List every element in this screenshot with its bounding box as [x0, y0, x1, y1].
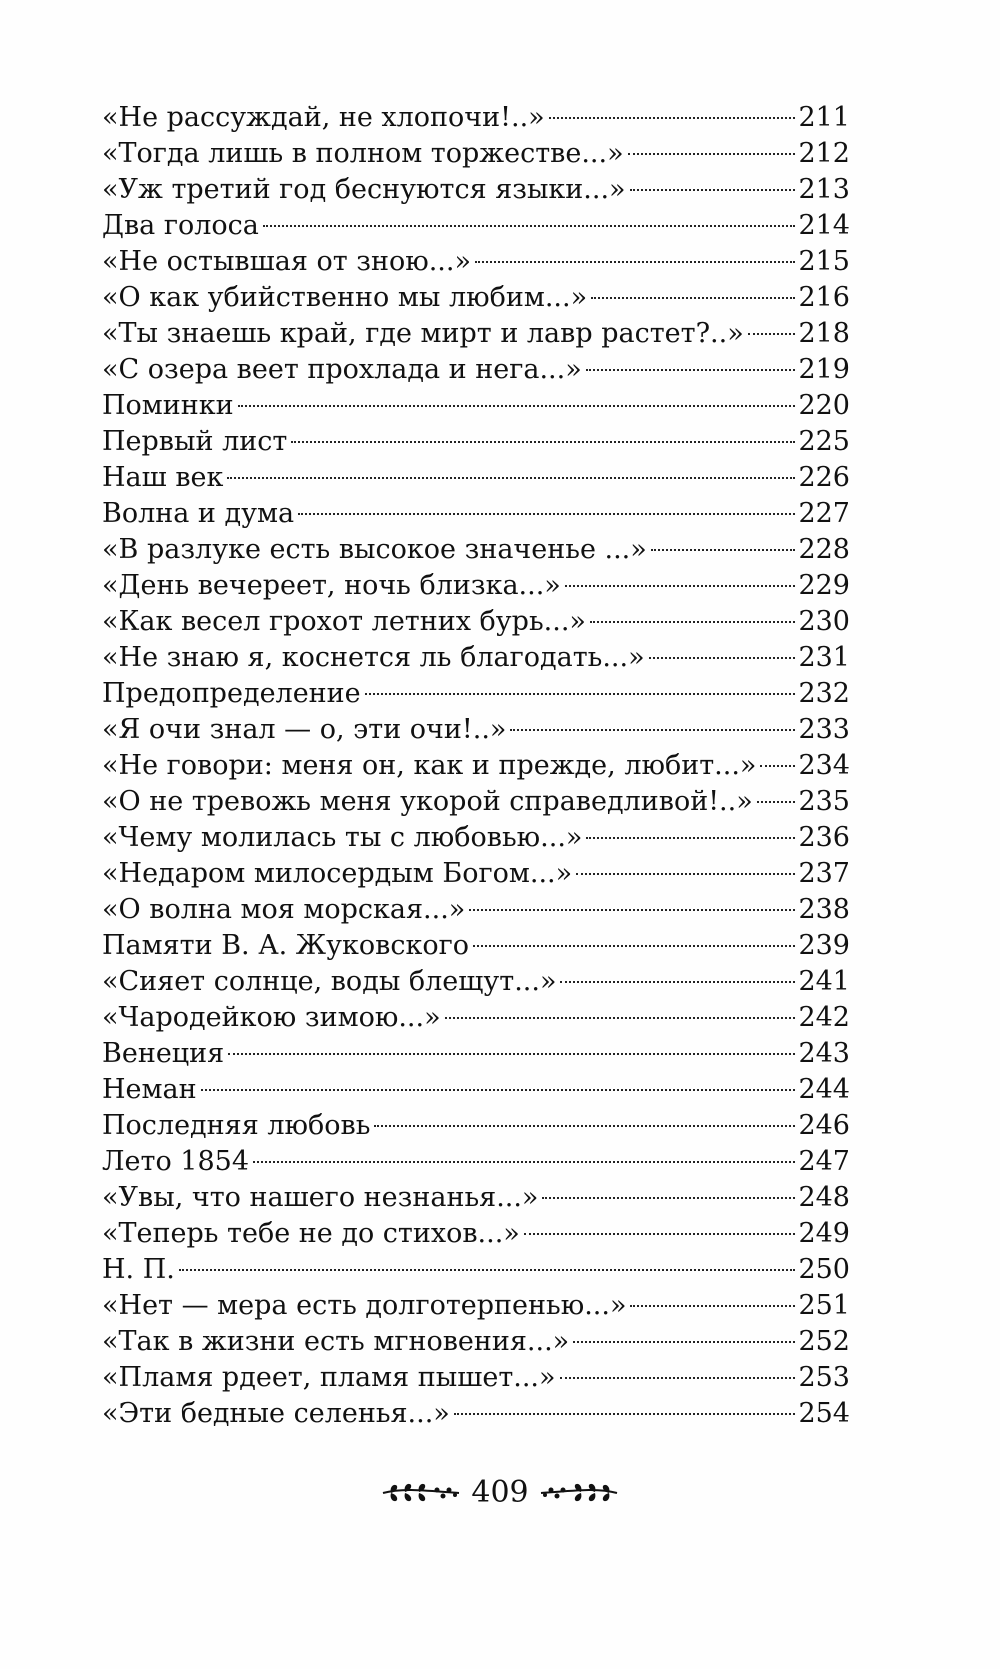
- toc-entry-page: 239: [798, 930, 850, 961]
- toc-entry-page: 252: [798, 1326, 850, 1357]
- toc-entry-page: 247: [798, 1146, 850, 1177]
- toc-entry-title: Первый лист: [102, 426, 288, 457]
- toc-entry-title: «Я очи знал — о, эти очи!..»: [102, 714, 507, 745]
- toc-entry-title: Волна и дума: [102, 498, 295, 529]
- toc-entry-page: 220: [798, 390, 850, 421]
- toc-entry-title: «Так в жизни есть мгновения...»: [102, 1326, 570, 1357]
- toc-entry: [102, 424, 850, 460]
- toc-entry-title: «Теперь тебе не до стихов...»: [102, 1218, 520, 1249]
- toc-entry-page: 236: [798, 822, 850, 853]
- toc-entry: [102, 388, 850, 424]
- dot-leader: [475, 261, 795, 263]
- toc-entry: [102, 460, 850, 496]
- dot-leader: [238, 405, 796, 407]
- toc-entry-title: «О не тревожь меня укорой справедливой!..»: [102, 786, 753, 817]
- toc-entry-page: 251: [798, 1290, 850, 1321]
- toc-entry-page: 246: [798, 1110, 850, 1141]
- toc-entry-title: «Не остывшая от зною...»: [102, 246, 471, 277]
- toc-entry-title: «Недаром милосердым Богом...»: [102, 858, 573, 889]
- leaf-ornament-right-icon: [539, 1478, 619, 1508]
- dot-leader: [365, 693, 796, 695]
- toc-entry-title: «Чему молилась ты с любовью...»: [102, 822, 583, 853]
- toc-entry-title: Последняя любовь: [102, 1110, 371, 1141]
- toc-entry-title: «Чародейкою зимою...»: [102, 1002, 441, 1033]
- dot-leader: [649, 657, 796, 659]
- toc-entry: [102, 820, 850, 856]
- dot-leader: [586, 369, 796, 371]
- toc-entry-title: «Тогда лишь в полном торжестве...»: [102, 138, 624, 169]
- toc-entry-page: 232: [798, 678, 850, 709]
- toc-entry-page: 253: [798, 1362, 850, 1393]
- toc-entry: [102, 1180, 850, 1216]
- toc-entry-page: 233: [798, 714, 850, 745]
- dot-leader: [748, 333, 796, 335]
- toc-entry-page: 231: [798, 642, 850, 673]
- toc-entry-title: Предопределение: [102, 678, 361, 709]
- dot-leader: [542, 1197, 795, 1199]
- toc-entry-title: Неман: [102, 1074, 197, 1105]
- toc-entry-title: Памяти В. А. Жуковского: [102, 930, 470, 961]
- toc-entry-title: Поминки: [102, 390, 234, 421]
- toc-entry-title: «О волна моя морская...»: [102, 894, 466, 925]
- dot-leader: [469, 909, 795, 911]
- dot-leader: [630, 1305, 795, 1307]
- toc-entry: [102, 1252, 850, 1288]
- dot-leader: [298, 513, 795, 515]
- toc-entry: [102, 280, 850, 316]
- toc-entry-page: 225: [798, 426, 850, 457]
- toc-entry-title: «Не говори: меня он, как и прежде, любит...»: [102, 750, 757, 781]
- toc-entry-title: Венеция: [102, 1038, 225, 1069]
- dot-leader: [586, 837, 795, 839]
- toc-entry: [102, 244, 850, 280]
- toc-entry-page: 215: [798, 246, 850, 277]
- toc-entry: [102, 1360, 850, 1396]
- dot-leader: [560, 981, 795, 983]
- dot-leader: [454, 1413, 796, 1415]
- dot-leader: [576, 873, 795, 875]
- toc-entry: [102, 1216, 850, 1252]
- toc-entry-page: 216: [798, 282, 850, 313]
- dot-leader: [263, 225, 796, 227]
- toc-entry: [102, 532, 850, 568]
- toc-entry-title: «Нет — мера есть долготерпенью...»: [102, 1290, 627, 1321]
- toc-entry: [102, 1144, 850, 1180]
- toc-entry: [102, 1000, 850, 1036]
- toc-entry-title: Наш век: [102, 462, 224, 493]
- dot-leader: [473, 945, 795, 947]
- toc-entry: [102, 316, 850, 352]
- toc-entry: [102, 712, 850, 748]
- page-footer: [0, 1468, 1000, 1518]
- toc-entry-page: 254: [798, 1398, 850, 1429]
- toc-entry: [102, 1288, 850, 1324]
- toc-entry-title: «Не рассуждай, не хлопочи!..»: [102, 102, 545, 133]
- toc-entry: [102, 604, 850, 640]
- page-number: 409: [471, 1475, 529, 1510]
- toc-entry-page: 242: [798, 1002, 850, 1033]
- toc-entry: [102, 568, 850, 604]
- toc-entry-page: 237: [798, 858, 850, 889]
- dot-leader: [227, 477, 795, 479]
- dot-leader: [253, 1161, 795, 1163]
- dot-leader: [573, 1341, 795, 1343]
- toc-entry: [102, 784, 850, 820]
- toc-entry-page: 211: [798, 102, 850, 133]
- toc-entry-title: «Сияет солнце, воды блещут...»: [102, 966, 557, 997]
- toc-entry-page: 249: [798, 1218, 850, 1249]
- toc-entry-page: 235: [798, 786, 850, 817]
- toc-entry-page: 226: [798, 462, 850, 493]
- dot-leader: [549, 117, 796, 119]
- leaf-ornament-left-icon: [381, 1478, 461, 1508]
- toc-entry: [102, 172, 850, 208]
- dot-leader: [591, 297, 795, 299]
- toc-entry-page: 212: [798, 138, 850, 169]
- dot-leader: [757, 801, 796, 803]
- toc-entry-title: «С озера веет прохлада и нега...»: [102, 354, 582, 385]
- dot-leader: [374, 1125, 795, 1127]
- toc-entry-title: «День вечереет, ночь близка...»: [102, 570, 561, 601]
- toc-entry: [102, 1036, 850, 1072]
- toc-entry-page: 213: [798, 174, 850, 205]
- toc-entry: [102, 352, 850, 388]
- toc-entry-title: «Ты знаешь край, где мирт и лавр растет?..»: [102, 318, 744, 349]
- toc-entry-title: «Не знаю я, коснется ль благодать...»: [102, 642, 645, 673]
- toc-entry-page: 218: [798, 318, 850, 349]
- dot-leader: [565, 585, 796, 587]
- toc-entry-page: 219: [798, 354, 850, 385]
- dot-leader: [510, 729, 795, 731]
- toc-entry: [102, 748, 850, 784]
- toc-entry-title: Лето 1854: [102, 1146, 249, 1177]
- toc-entry: [102, 1324, 850, 1360]
- dot-leader: [201, 1089, 796, 1091]
- toc-entry-page: 244: [798, 1074, 850, 1105]
- toc-entry-page: 214: [798, 210, 850, 241]
- toc-entry: [102, 640, 850, 676]
- toc-entry-page: 229: [798, 570, 850, 601]
- dot-leader: [445, 1017, 796, 1019]
- toc-entry: [102, 928, 850, 964]
- dot-leader: [524, 1233, 796, 1235]
- dot-leader: [179, 1269, 796, 1271]
- dot-leader: [291, 441, 795, 443]
- toc-entry-page: 248: [798, 1182, 850, 1213]
- toc-entry-title: «Увы, что нашего незнанья...»: [102, 1182, 539, 1213]
- toc-entry-page: 234: [798, 750, 850, 781]
- toc-entry-title: Н. П.: [102, 1254, 175, 1285]
- dot-leader: [760, 765, 795, 767]
- toc-entry: [102, 1072, 850, 1108]
- toc-entry: [102, 208, 850, 244]
- toc-entry: [102, 136, 850, 172]
- toc-entry-page: 250: [798, 1254, 850, 1285]
- dot-leader: [628, 153, 796, 155]
- toc-entry: [102, 496, 850, 532]
- toc-entry-page: 243: [798, 1038, 850, 1069]
- toc-entry: [102, 856, 850, 892]
- toc-entry-page: 228: [798, 534, 850, 565]
- toc-entry: [102, 892, 850, 928]
- dot-leader: [590, 621, 796, 623]
- toc-entry-title: Два голоса: [102, 210, 259, 241]
- toc-entry: [102, 1396, 850, 1432]
- toc-entry: [102, 964, 850, 1000]
- toc-entry-title: «Эти бедные селенья...»: [102, 1398, 450, 1429]
- table-of-contents: [102, 100, 850, 1432]
- dot-leader: [651, 549, 796, 551]
- toc-entry-title: «Как весел грохот летних бурь...»: [102, 606, 586, 637]
- dot-leader: [560, 1377, 796, 1379]
- toc-entry: [102, 100, 850, 136]
- dot-leader: [630, 189, 796, 191]
- toc-entry-title: «Пламя рдеет, пламя пышет...»: [102, 1362, 556, 1393]
- toc-entry-title: «О как убийственно мы любим...»: [102, 282, 588, 313]
- toc-entry-page: 238: [798, 894, 850, 925]
- dot-leader: [228, 1053, 795, 1055]
- toc-entry-title: «Уж третий год беснуются языки...»: [102, 174, 626, 205]
- toc-entry-title: «В разлуке есть высокое значенье ...»: [102, 534, 647, 565]
- toc-entry: [102, 1108, 850, 1144]
- toc-entry-page: 230: [798, 606, 850, 637]
- toc-entry: [102, 676, 850, 712]
- toc-entry-page: 227: [798, 498, 850, 529]
- toc-entry-page: 241: [798, 966, 850, 997]
